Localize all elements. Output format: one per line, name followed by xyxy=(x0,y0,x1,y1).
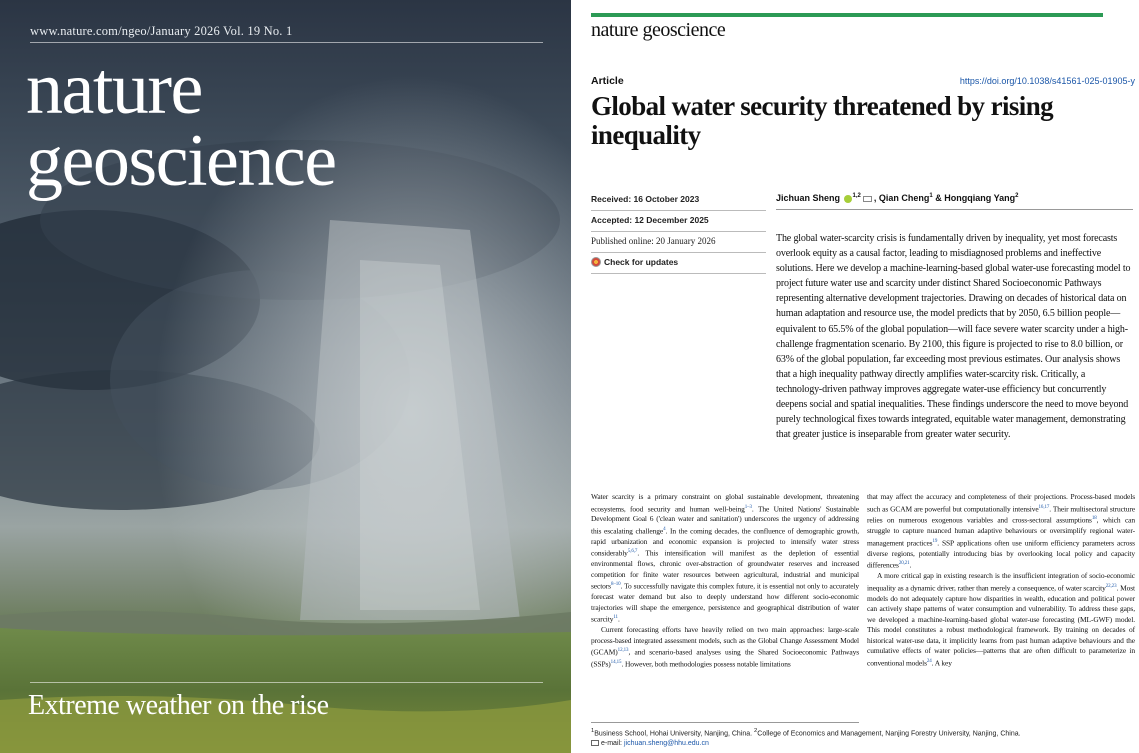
citation-link[interactable]: 14,15 xyxy=(610,660,622,666)
check-for-updates-label: Check for updates xyxy=(604,257,679,267)
cover-bottom-rule xyxy=(30,682,543,683)
citation-link[interactable]: 24 xyxy=(926,658,932,664)
journal-name: nature geoscience xyxy=(591,19,726,41)
citation-link[interactable]: 20,21 xyxy=(898,561,910,567)
author-affiliation-ref: 2 xyxy=(1015,193,1019,199)
check-for-updates-button[interactable] xyxy=(591,253,766,274)
citation-link[interactable]: 8–10 xyxy=(610,582,621,588)
body-paragraph: Water scarcity is a primary constraint on global sustainable development, threatening ecosystems, food security and human well-being$^{1-3}$. The United Nations' Sustainable Development Goal 6 ('clean water and sanitation') underscores the urgency of addressing this escalating challenge$^4$. In the coming decades, the confluence of demographic growth, rapid urbanization and economic expansion is projected to intensify water stress considerably$^{5,6,7}$. This intensification will manifest as the depletion of essential environmental flows, chronic over-abstraction of groundwater reserves and increased competition for finite water resources between agricultural, industrial and municipal sectors$^{8-10}$. To successfully navigate this complex future, it is essential not only to accurately forecast water demand but also to deeply understand how different socio-economic trajectories will shape the emergence, persistence and geographical distribution of water scarcity$^{11}$. xyxy=(591,492,859,624)
abstract: The global water-scarcity crisis is fundamentally driven by inequality, yet most forecasts overlook equity as a causal factor, leading to misdiagnosed problems and ineffective solutions. Here we develop a machine-learning-based global water-use forecasting model to project future water use and scarcity under distinct Shared Socioeconomic Pathways representing alternative development trajectories. Drawing on decades of historical data on human adaptation and resource use, the model predicts that by 2050, 6.5 billion people—equivalent to 65.5% of the global population—will face severe water scarcity under a high-challenge fragmentation scenario. By 2100, this figure is projected to rise to 8.0 billion, or 63% of the global population, far exceeding most previous estimates. Our analysis shows that a high inequality pathway directly amplifies water-scarcity risk. Critically, a technology-driven pathway improves aggregate water-use efficiency but concurrently deepens social and spatial inequalities. These findings underscore the need to move beyond purely technological fixes towards integrated, equitable water management, demonstrating that greater justice is inseparable from greater water security. xyxy=(776,233,1131,441)
author-name[interactable]: Jichuan Sheng xyxy=(776,193,841,203)
citation-link[interactable]: 22,23 xyxy=(1105,583,1117,589)
cover-title-geoscience: geoscience xyxy=(26,120,336,202)
author-name[interactable]: , Qian Cheng xyxy=(873,193,930,203)
author-list xyxy=(776,193,1018,203)
orcid-icon[interactable] xyxy=(844,195,852,203)
accepted-date: Accepted: 12 December 2025 xyxy=(591,211,766,232)
affiliations-footnote xyxy=(591,726,1131,749)
footnote-divider xyxy=(591,722,859,723)
body-paragraph: Current forecasting efforts have heavily relied on two main approaches: large-scale process-based integrated assessment models, such as the Global Change Assessment Model (GCAM)$^{12,13}$, and scenario-based analyses using the Shared Socioeconomic Pathways (SSPs)$^{14,15}$. However, both methodologies possess notable limitations xyxy=(591,625,859,669)
citation-link[interactable]: 4 xyxy=(663,526,666,532)
article-title: Global water security threatened by rising inequality xyxy=(591,91,1054,150)
cover-headline: Extreme weather on the rise xyxy=(28,690,329,721)
citation-link[interactable]: 5,6,7 xyxy=(627,549,638,555)
published-date: Published online: 20 January 2026 xyxy=(591,232,766,253)
article-first-page xyxy=(571,0,1139,753)
citation-link[interactable]: 1–3 xyxy=(744,504,752,510)
article-dates xyxy=(591,190,766,274)
correspondence: e-mail: jichuan.sheng@hhu.edu.cn xyxy=(591,739,1131,749)
citation-link[interactable]: 12,13 xyxy=(617,648,629,654)
affiliations: $^1$Business School, Hohai University, Nanjing, China. $^2$College of Economics and Management, Nanjing Forestry University, Nanjing, China. xyxy=(591,728,1021,738)
cover-top-rule xyxy=(30,42,543,43)
journal-color-bar xyxy=(591,13,1103,17)
body-paragraph: that may affect the accuracy and completeness of their projections. Process-based models such as GCAM are powerful but computationally intensive$^{16,17}$. Their multisectoral structure relies on numerous exogenous variables and cross-sectoral assumptions$^{18}$, which can struggle to capture nuanced human adaptive behaviours or oversimplify regional water-management practices$^{19}$. SSP applications often use uniform efficiency parameters across diverse regions, potentially introducing bias by overlooking local policy and capacity differences$^{20,21}$. xyxy=(867,492,1135,570)
citation-link[interactable]: 11 xyxy=(613,615,618,621)
cover-title-nature: nature xyxy=(26,48,202,130)
article-type: Article xyxy=(591,75,624,87)
cover-issue-info: www.nature.com/ngeo/January 2026 Vol. 19 No. 1 xyxy=(30,24,293,38)
author-affiliation-ref: 1 xyxy=(929,193,933,199)
body-column-left xyxy=(591,492,859,670)
crossmark-icon xyxy=(591,257,601,267)
body-paragraph: A more critical gap in existing research is the insufficient integration of socio-economic inequality as a dynamic driver, rather than merely a consequence, of water scarcity$^{22,23}$. Most models do not adequately capture how disparities in wealth, education and political power can actively shape patterns of water consumption and vulnerability. To address these gaps, we developed a machine-learning-based global water-use forecasting (ML-GWF) model. This model constitutes a robust methodological framework. By training on decades of historical water-use data, it implicitly learns from past human adaptive behaviours and the cumulative effects of water policies—patterns that are often difficult to parameterize in conventional models$^{24}$. A key xyxy=(867,571,1135,668)
author-email-link[interactable]: jichuan.sheng@hhu.edu.cn xyxy=(623,740,709,748)
body-column-right xyxy=(867,492,1135,669)
abstract-divider xyxy=(776,209,1133,210)
citation-link[interactable]: 18 xyxy=(1091,516,1097,522)
author-affiliation-ref: 1,2 xyxy=(852,193,861,199)
email-icon[interactable] xyxy=(863,196,872,202)
mail-icon xyxy=(591,740,599,746)
doi-link[interactable]: https://doi.org/10.1038/s41561-025-01905-y xyxy=(959,76,1135,86)
author-name[interactable]: & Hongqiang Yang xyxy=(932,193,1016,203)
received-date: Received: 16 October 2023 xyxy=(591,190,766,211)
citation-link[interactable]: 16,17 xyxy=(1038,504,1050,510)
citation-link[interactable]: 19 xyxy=(932,538,938,544)
